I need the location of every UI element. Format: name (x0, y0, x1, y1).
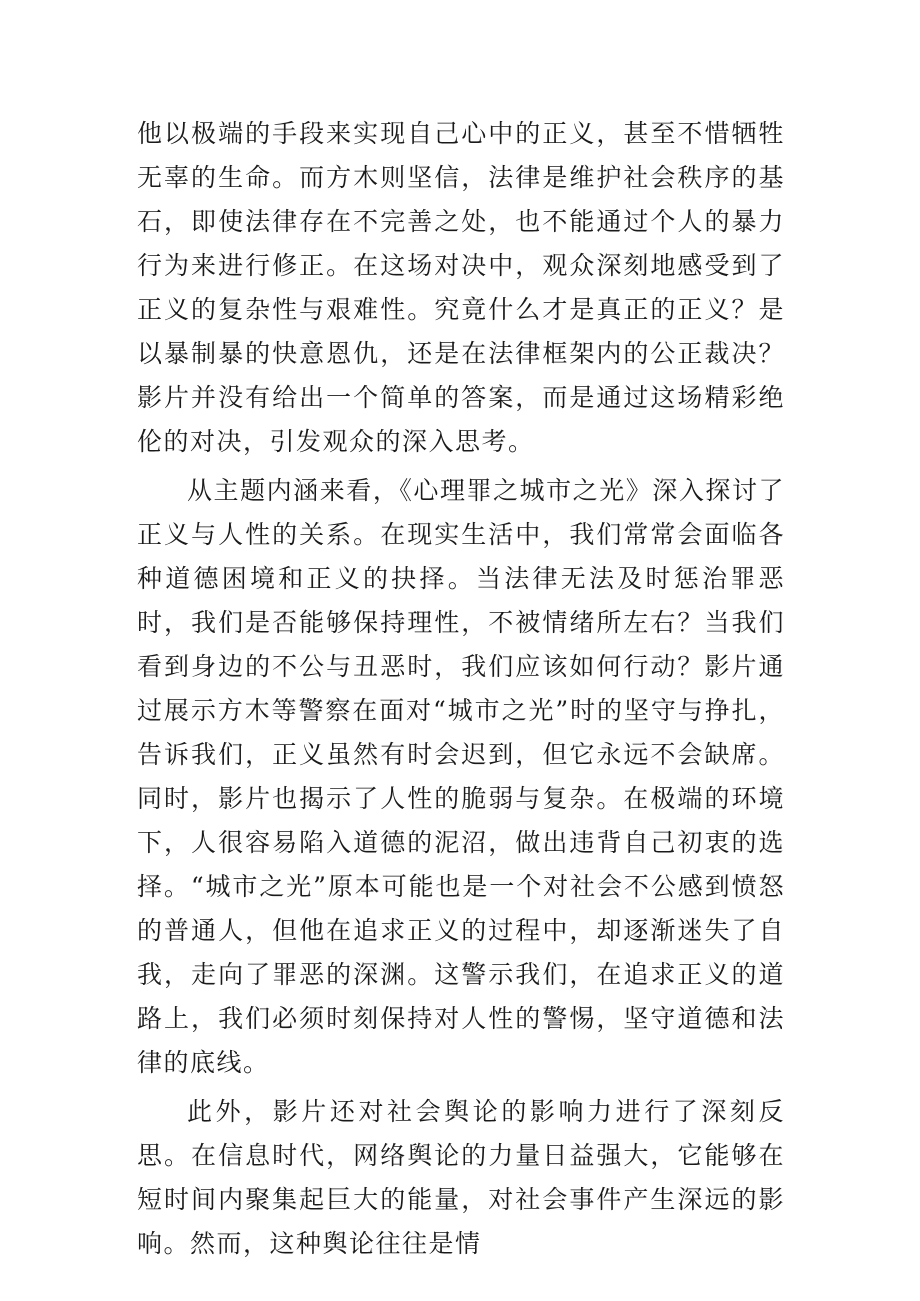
paragraph-2: 从主题内涵来看，《心理罪之城市之光》深入探讨了正义与人性的关系。在现实生活中，我们常常会面临各种道德困境和正义的抉择。当法律无法及时惩治罪恶时，我们是否能够保持理性，不被情绪所左右？当我们看到身边的不公与丑恶时，我们应该如何行动？影片通过展示方木等警察在面对“城市之光”时的坚守与挣扎，告诉我们，正义虽然有时会迟到，但它永远不会缺席。同时，影片也揭示了人性的脆弱与复杂。在极端的环境下，人很容易陷入道德的泥沼，做出违背自己初衷的选择。“城市之光”原本可能也是一个对社会不公感到愤怒的普通人，但他在追求正义的过程中，却逐渐迷失了自我，走向了罪恶的深渊。这警示我们，在追求正义的道路上，我们必须时刻保持对人性的警惕，坚守道德和法律的底线。 (137, 476, 785, 1077)
body-text (137, 112, 785, 1266)
paragraph-1: 他以极端的手段来实现自己心中的正义，甚至不惜牺牲无辜的生命。而方木则坚信，法律是维护社会秩序的基石，即使法律存在不完善之处，也不能通过个人的暴力行为来进行修正。在这场对决中，观众深刻地感受到了正义的复杂性与艰难性。究竟什么才是真正的正义？是以暴制暴的快意恩仇，还是在法律框架内的公正裁决？影片并没有给出一个简单的答案，而是通过这场精彩绝伦的对决，引发观众的深入思考。 (137, 119, 785, 456)
paragraph-3: 此外，影片还对社会舆论的影响力进行了深刻反思。在信息时代，网络舆论的力量日益强大，它能够在短时间内聚集起巨大的能量，对社会事件产生深远的影响。然而，这种舆论往往是情 (137, 1097, 785, 1258)
